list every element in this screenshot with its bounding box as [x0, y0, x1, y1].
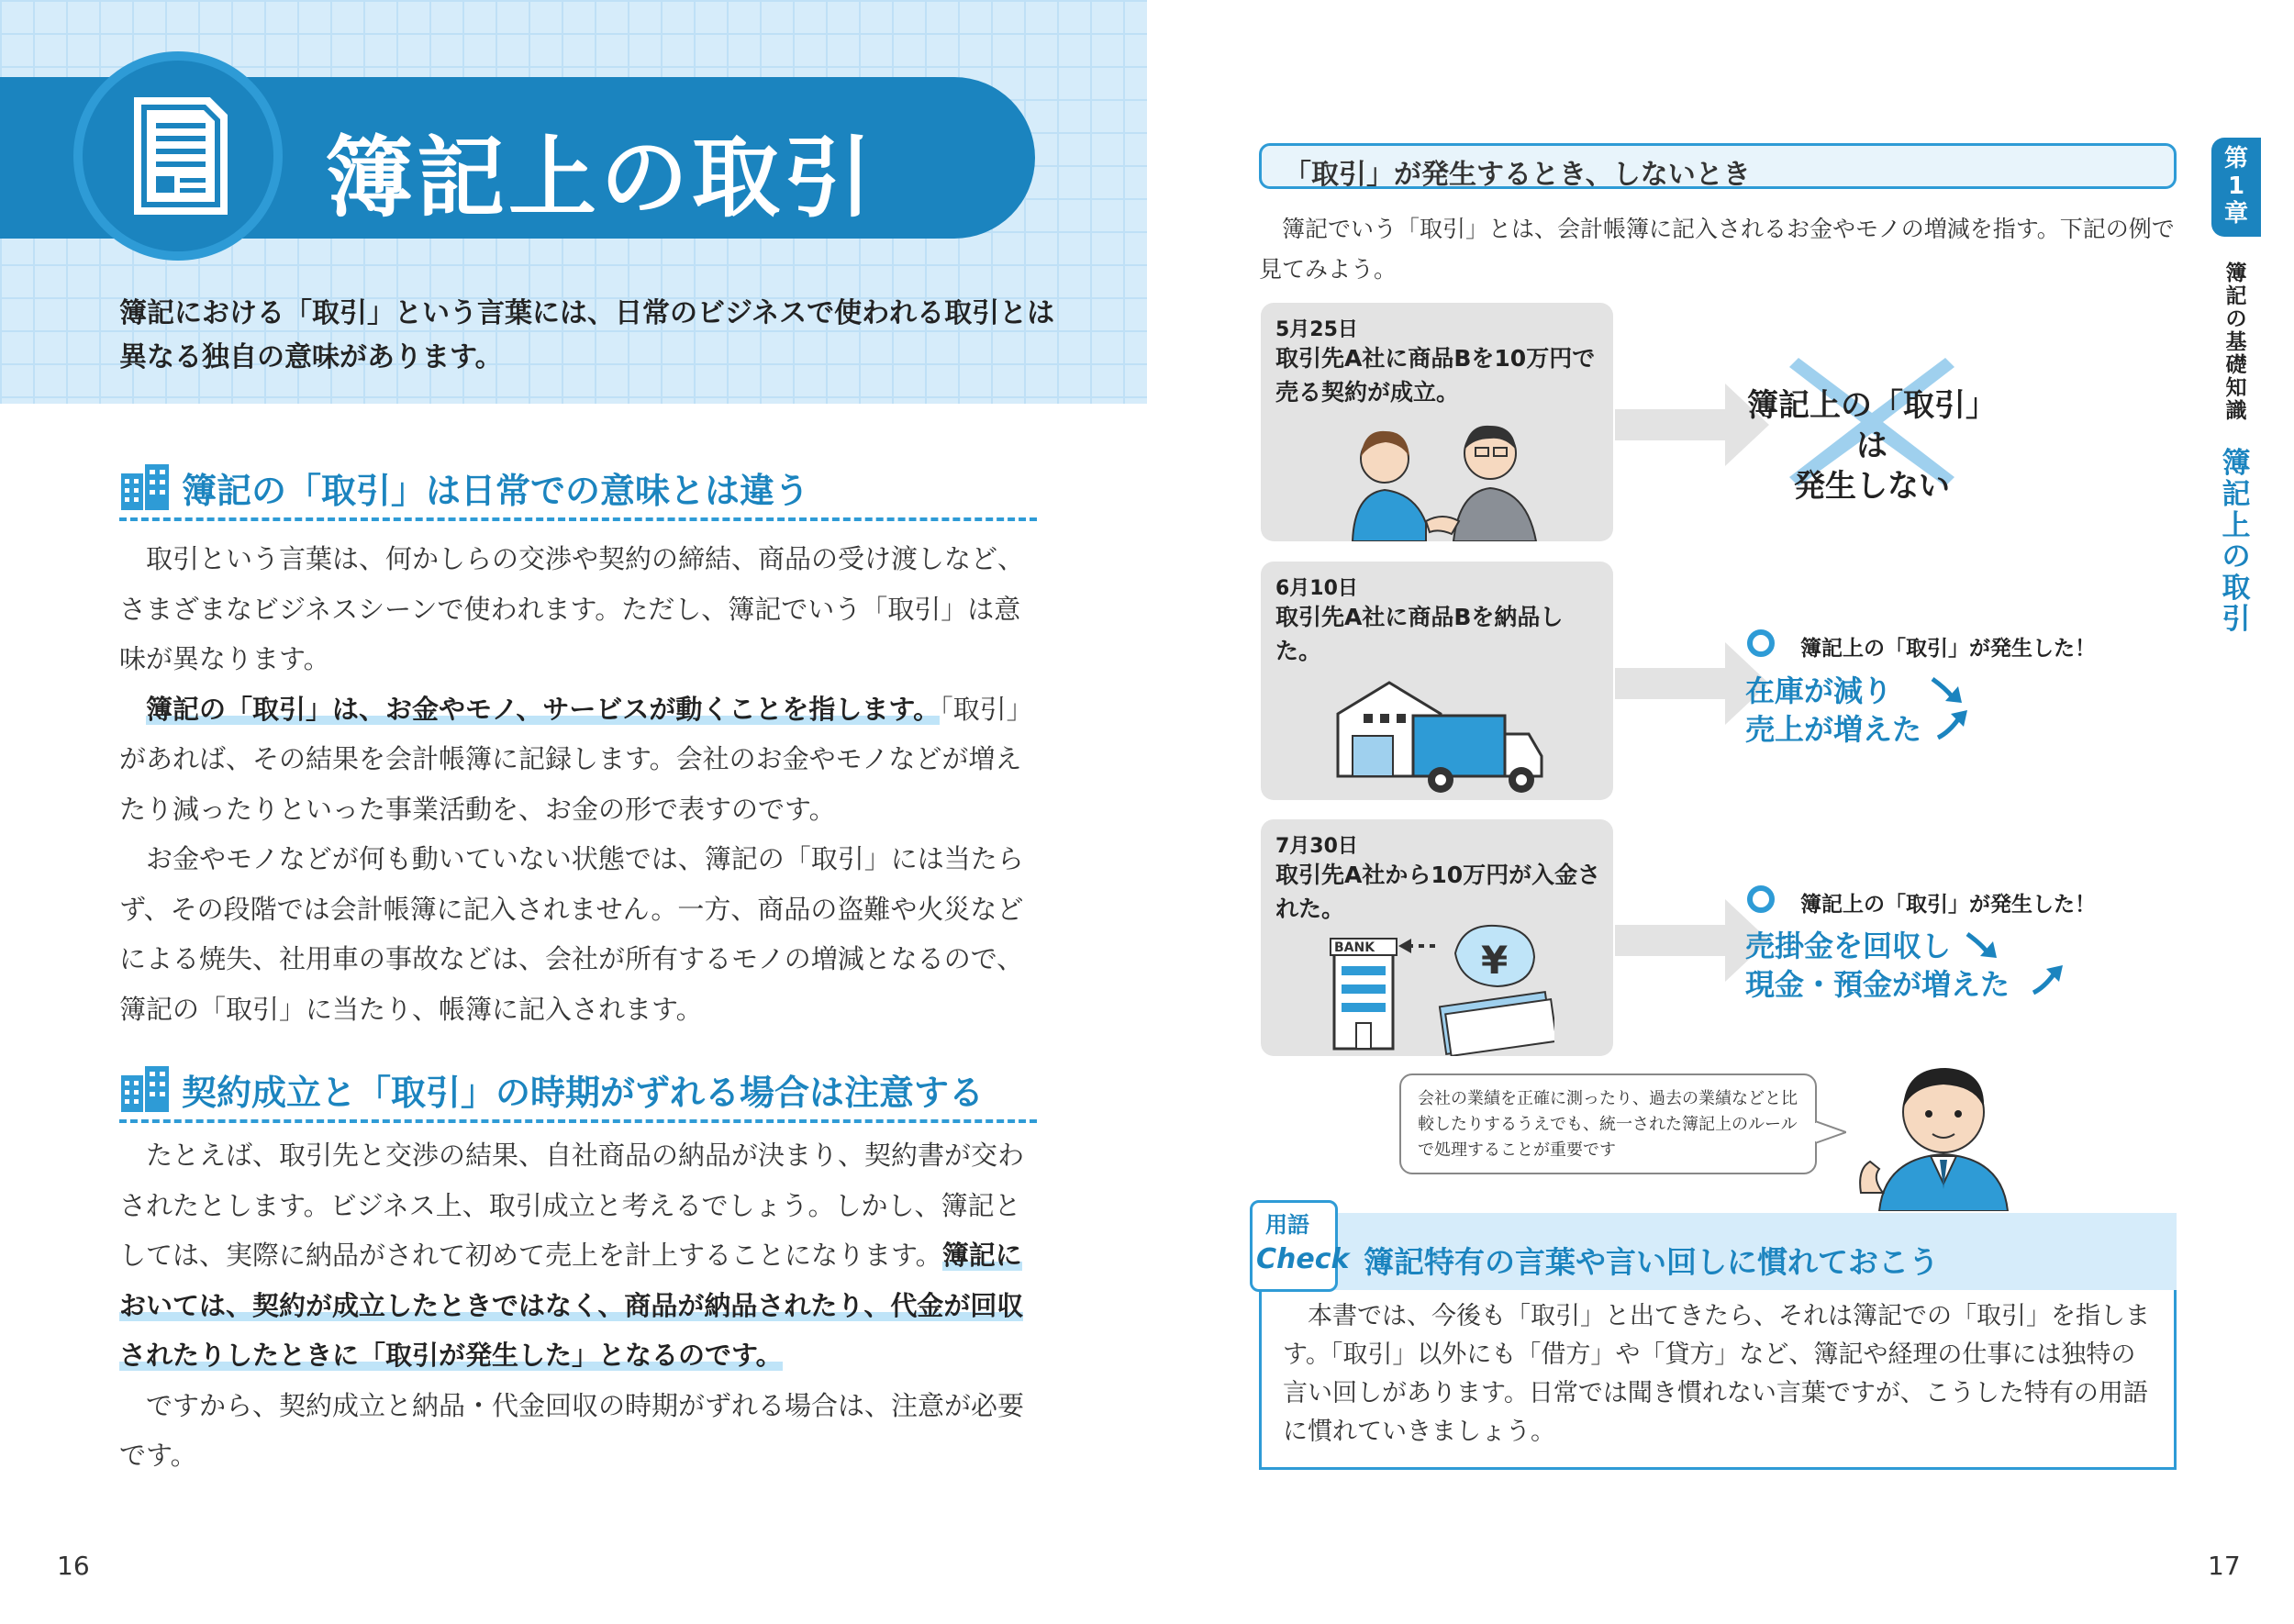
section1-body — [119, 534, 1037, 1034]
arrow-down-right-icon — [1929, 670, 1965, 706]
section1-paragraph: 取引という言葉は、何かしらの交渉や契約の締結、商品の受け渡しなど、さまざまなビジネスシーンで使われます。ただし、簿記でいう「取引」は意味が異なります。 — [119, 543, 1025, 674]
term-check-title: 簿記特有の言葉や言い回しに慣れておこう — [1364, 1244, 1939, 1280]
arrow-down-right-icon — [1964, 925, 2000, 962]
section2-paragraph: ですから、契約成立と納品・代金回収の時期がずれる場合は、注意が必要です。 — [119, 1389, 1025, 1471]
example-box-1 — [1261, 303, 1613, 541]
chapter-name-vertical: 簿記の基礎知識 — [2225, 261, 2247, 423]
circle-mark-icon — [1747, 885, 1775, 913]
section1-heading-text: 簿記の「取引」は日常での意味とは違う — [182, 471, 810, 511]
section1-highlight: 簿記の「取引」は、お金やモノ、サービスが動くことを指します。 — [146, 693, 941, 725]
chapter-tab: 第1章 — [2211, 138, 2261, 237]
result-line: 売掛金を回収し — [1745, 929, 1952, 963]
building-icon — [119, 461, 171, 512]
example-desc: 取引先A社に商品Bを納品した。 — [1275, 604, 1564, 664]
page-number-right: 17 — [2208, 1551, 2241, 1581]
businessman-illustration — [1843, 1055, 2044, 1211]
arrow-up-right-icon — [1934, 706, 1971, 743]
page-number-left: 16 — [57, 1551, 90, 1581]
example-desc: 取引先A社に商品Bを10万円で売る契約が成立。 — [1275, 345, 1596, 406]
result-line: 現金・預金が増えた — [1745, 967, 2010, 1002]
section2-paragraph: たとえば、取引先と交渉の結果、自社商品の納品が決まり、契約書が交わされたとします。ビジネス上、取引成立と考えるでしょう。しかし、簿記としては、実際に納品がされて初めて売上を計上することになります。簿記においては、契約が成立したときではなく、商品が納品されたり、代金が回収されたりしたときに「取引が発生した」となるのです。 — [119, 1140, 1025, 1371]
example-date: 5月25日 — [1275, 318, 1358, 341]
yen-symbol: ¥ — [1481, 938, 1509, 983]
section1-heading — [119, 453, 1037, 521]
speech-bubble: 会社の業績を正確に測ったり、過去の業績などと比較したりするうえでも、統一された簿記上のルールで処理することが重要です — [1399, 1073, 1817, 1174]
bank-label: BANK — [1334, 940, 1375, 955]
right-page — [1147, 0, 2294, 1624]
result-line: 在庫が減り — [1745, 673, 1893, 708]
result-line: 売上が増えた — [1745, 712, 1922, 747]
warehouse-truck-illustration — [1332, 670, 1553, 798]
section2-highlight: 簿記においては、契約が成立したときではなく、商品が納品されたり、代金が回収されたりしたときに「取引が発生した」となるのです。 — [119, 1240, 1024, 1371]
result-head: 簿記上の「取引」が発生した！ — [1800, 637, 2096, 661]
document-icon — [73, 51, 283, 261]
arrow-up-right-icon — [2030, 962, 2066, 998]
section1-paragraph: お金やモノなどが何も動いていない状態では、簿記の「取引」には当たらず、その段階では会計帳簿に記入されません。一方、商品の盗難や火災などによる焼失、社用車の事故などは、会社が所有するモノの増減となるので、簿記の「取引」に当たり、帳簿に記入されます。 — [119, 843, 1024, 1025]
example-date: 7月30日 — [1275, 835, 1358, 858]
bubble-tail — [1815, 1119, 1846, 1147]
section1-paragraph: 簿記の「取引」は、お金やモノ、サービスが動くことを指します。「取引」があれば、その結果を会計帳簿に記録します。会社のお金やモノなどが増えたり減ったりといった事業活動を、お金の形で表すのです。 — [119, 693, 1033, 825]
example-box-2 — [1261, 562, 1613, 800]
circle-mark-icon — [1747, 629, 1775, 657]
result-head: 簿記上の「取引」が発生した！ — [1800, 893, 2096, 917]
section2-heading-text: 契約成立と「取引」の時期がずれる場合は注意する — [182, 1073, 985, 1113]
lead-text: 簿記における「取引」という言葉には、日常のビジネスで使われる取引とは異なる独自の意味があります。 — [119, 297, 1055, 373]
section2-body — [119, 1130, 1037, 1481]
term-check-badge: 用語 Check — [1250, 1200, 1338, 1292]
section2-heading — [119, 1055, 1037, 1123]
intro-text: 簿記でいう「取引」とは、会計帳簿に記入されるお金やモノの増減を指す。下記の例で見てみよう。 — [1259, 216, 2175, 283]
building-icon — [119, 1062, 171, 1114]
example-box-3 — [1261, 819, 1613, 1056]
handshake-illustration — [1334, 413, 1554, 541]
term-check-text: 本書では、今後も「取引」と出てきたら、それは簿記での「取引」を指します。「取引」以外にも「借方」や「貸方」など、簿記や経理の仕事には独特の言い回しがあります。日常では聞き慣れない言葉ですが、こうした特有の用語に慣れていきましょう。 — [1283, 1302, 2150, 1446]
example-date: 6月10日 — [1275, 577, 1358, 600]
page-title: 簿記上の取引 — [325, 127, 875, 229]
result-no-transaction: 簿記上の「取引」は 発生しない — [1747, 387, 1997, 505]
section-name-vertical: 簿記上の取引 — [2222, 447, 2251, 636]
subsection-title: 「取引」が発生するとき、しないとき — [1259, 143, 2177, 189]
example-desc: 取引先A社から10万円が入金された。 — [1275, 862, 1601, 922]
